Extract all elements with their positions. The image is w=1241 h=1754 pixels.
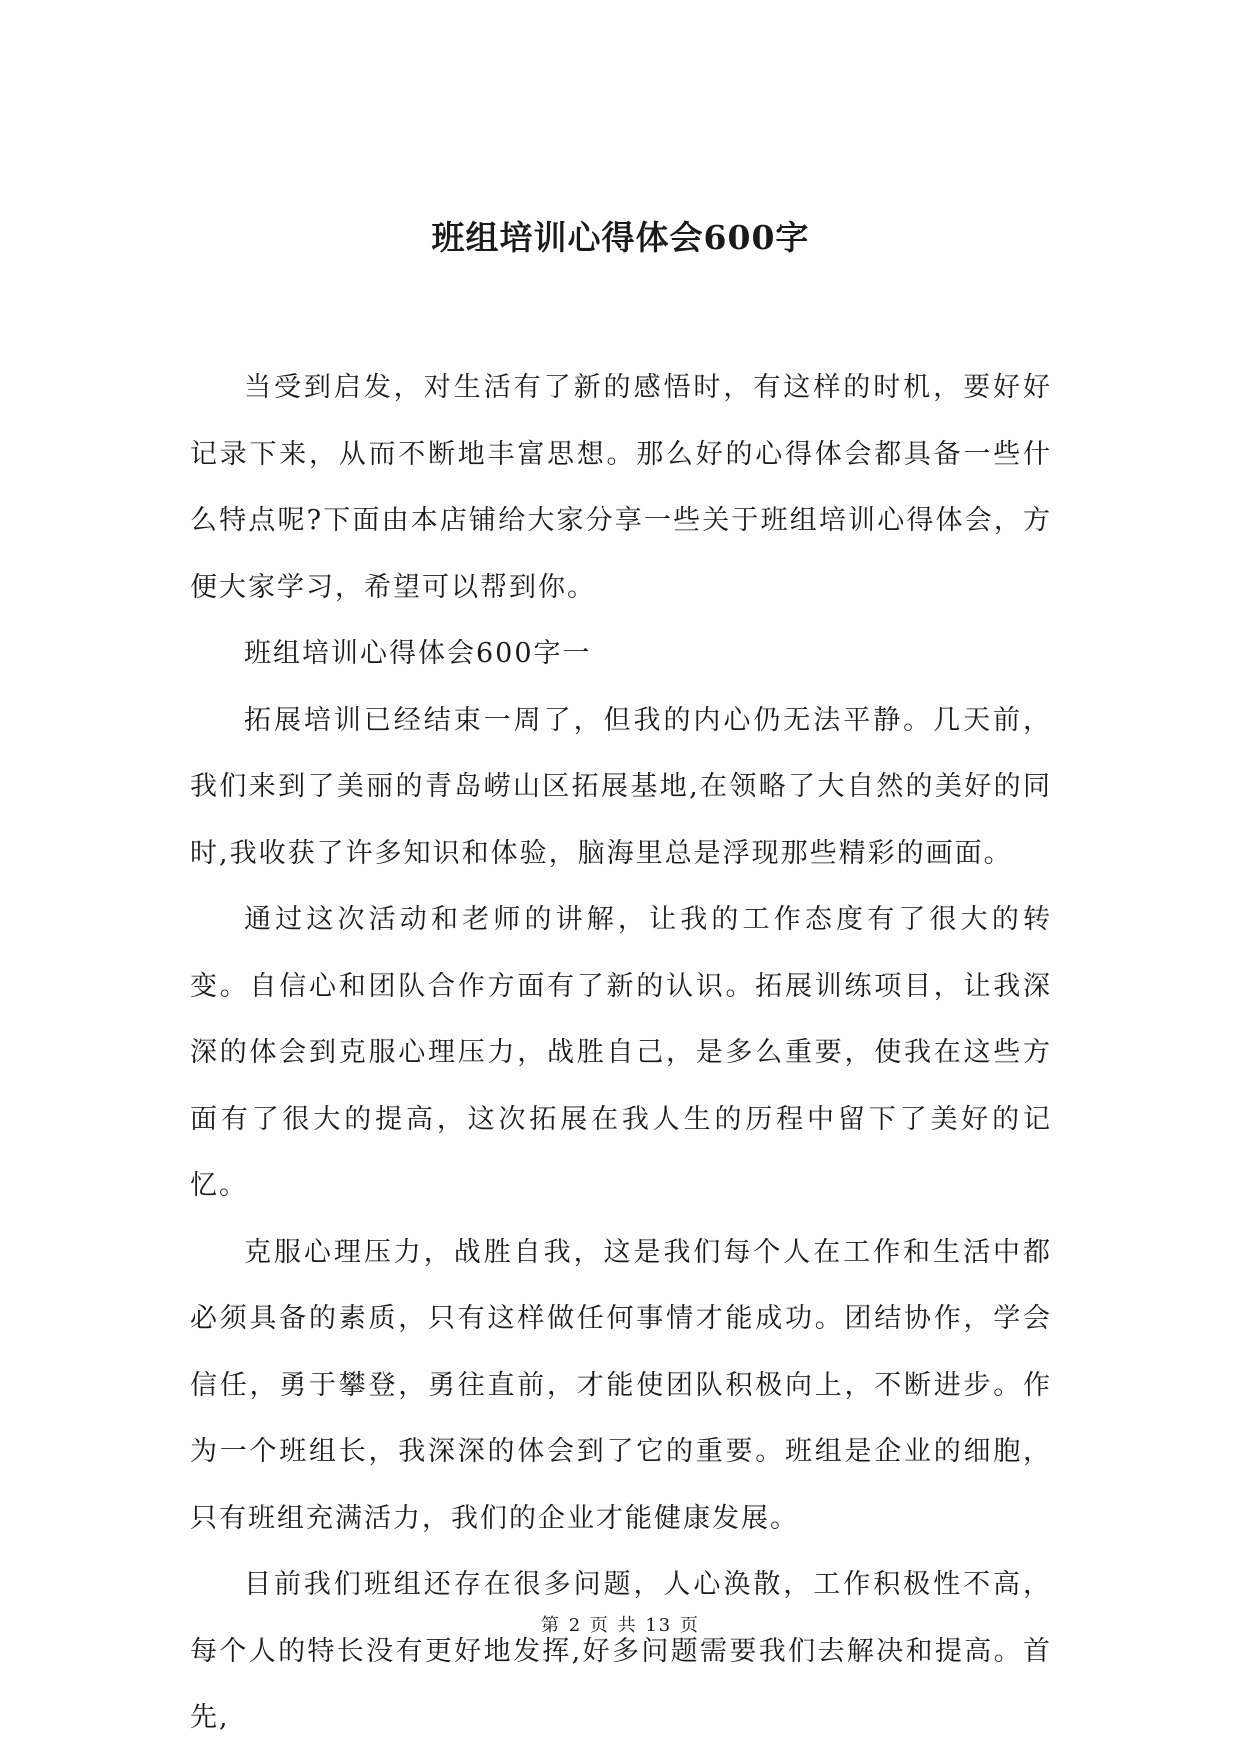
- paragraph: 通过这次活动和老师的讲解，让我的工作态度有了很大的转变。自信心和团队合作方面有了新的认识。拓展训练项目，让我深深的体会到克服心理压力，战胜自己，是多么重要，使我在这些方面有了很大的提高，这次拓展在我人生的历程中留下了美好的记忆。: [190, 904, 1052, 1201]
- page-title: 班组培训心得体会600字: [431, 218, 810, 257]
- paragraph: 拓展培训已经结束一周了，但我的内心仍无法平静。几天前，我们来到了美丽的青岛崂山区拓展基地,在领略了大自然的美好的同时,我收获了许多知识和体验，脑海里总是浮现那些精彩的画面。: [190, 704, 1052, 869]
- paragraph: 目前我们班组还存在很多问题，人心涣散，工作积极性不高，每个人的特长没有更好地发挥,好多问题需要我们去解决和提高。首先,: [190, 1569, 1052, 1733]
- page-number-footer: 第 2 页 共 13 页: [541, 1615, 700, 1636]
- section-heading: 班组培训心得体会600字一: [244, 638, 592, 669]
- paragraph: 克服心理压力，战胜自我，这是我们每个人在工作和生活中都必须具备的素质，只有这样做任何事情才能成功。团结协作，学会信任，勇于攀登，勇往直前，才能使团队积极向上，不断进步。作为一个班组长，我深深的体会到了它的重要。班组是企业的细胞，只有班组充满活力，我们的企业才能健康发展。: [190, 1236, 1052, 1534]
- paragraph: 当受到启发，对生活有了新的感悟时，有这样的时机，要好好记录下来，从而不断地丰富思想。那么好的心得体会都具备一些什么特点呢?下面由本店铺给大家分享一些关于班组培训心得体会，方便大家学习，希望可以帮到你。: [190, 372, 1052, 603]
- document-body: [190, 355, 1052, 1752]
